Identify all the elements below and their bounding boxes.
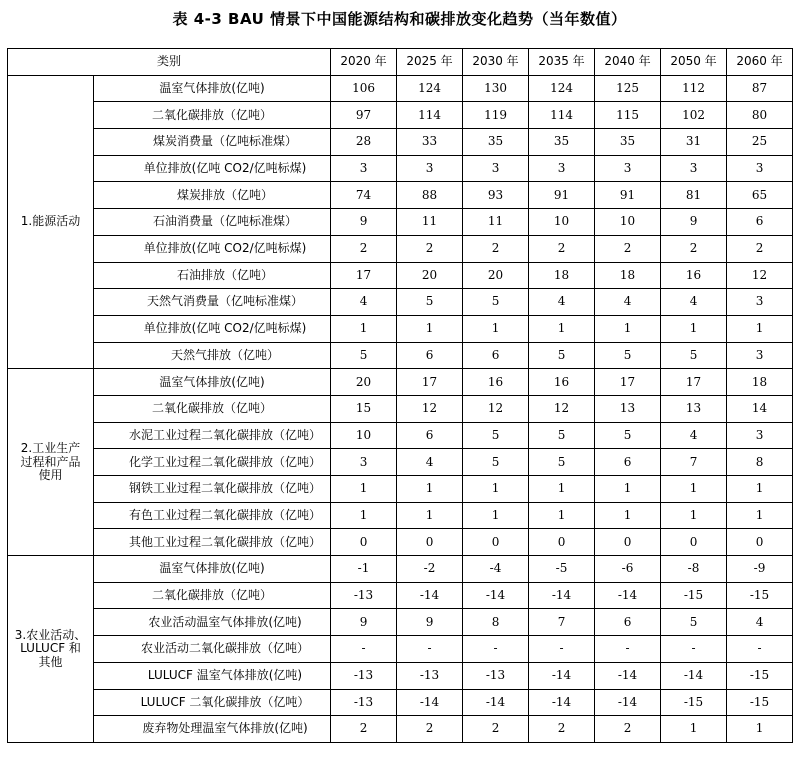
value-cell: 17 [661, 369, 727, 396]
value-cell: 65 [727, 182, 793, 209]
value-cell: 5 [463, 422, 529, 449]
value-cell: 5 [463, 289, 529, 316]
value-cell: 6 [595, 449, 661, 476]
row-label: 水泥工业过程二氧化碳排放（亿吨） [94, 422, 331, 449]
value-cell: 2 [331, 235, 397, 262]
value-cell: -15 [727, 662, 793, 689]
table-row [8, 662, 793, 689]
value-cell: 16 [529, 369, 595, 396]
value-cell: 12 [529, 395, 595, 422]
value-cell: 2 [727, 235, 793, 262]
table-row [8, 476, 793, 503]
value-cell: 106 [331, 75, 397, 102]
value-cell: 0 [595, 529, 661, 556]
row-label: 煤炭消费量（亿吨标准煤） [94, 129, 331, 156]
value-cell: 1 [661, 502, 727, 529]
value-cell: 1 [397, 315, 463, 342]
value-cell: - [661, 636, 727, 663]
table-row [8, 315, 793, 342]
table-row [8, 155, 793, 182]
value-cell: 5 [661, 342, 727, 369]
header-year: 2040 年 [595, 49, 661, 76]
value-cell: 4 [727, 609, 793, 636]
value-cell: 1 [529, 315, 595, 342]
value-cell: 1 [727, 476, 793, 503]
value-cell: -15 [661, 689, 727, 716]
value-cell: 2 [529, 716, 595, 743]
table-row [8, 262, 793, 289]
row-label: 二氧化碳排放（亿吨） [94, 102, 331, 129]
row-label: 废弃物处理温室气体排放(亿吨) [94, 716, 331, 743]
value-cell: 25 [727, 129, 793, 156]
value-cell: 81 [661, 182, 727, 209]
table-row [8, 395, 793, 422]
value-cell: 12 [727, 262, 793, 289]
value-cell: 2 [595, 716, 661, 743]
value-cell: 3 [727, 155, 793, 182]
value-cell: 16 [463, 369, 529, 396]
value-cell: 112 [661, 75, 727, 102]
value-cell: 97 [331, 102, 397, 129]
value-cell: - [529, 636, 595, 663]
value-cell: 17 [595, 369, 661, 396]
value-cell: 80 [727, 102, 793, 129]
value-cell: -14 [463, 689, 529, 716]
value-cell: 4 [661, 289, 727, 316]
value-cell: 1 [397, 476, 463, 503]
table-title: 表 4-3 BAU 情景下中国能源结构和碳排放变化趋势（当年数值） [172, 10, 627, 28]
group-label [8, 369, 94, 556]
row-label: 二氧化碳排放（亿吨） [94, 395, 331, 422]
value-cell: 0 [331, 529, 397, 556]
value-cell: 10 [529, 209, 595, 236]
value-cell: 1 [331, 315, 397, 342]
header-row [8, 49, 793, 76]
value-cell: 115 [595, 102, 661, 129]
value-cell: 20 [463, 262, 529, 289]
value-cell: 16 [661, 262, 727, 289]
value-cell: 7 [529, 609, 595, 636]
row-label: 农业活动二氧化碳排放（亿吨） [94, 636, 331, 663]
row-label: 石油消费量（亿吨标准煤） [94, 209, 331, 236]
row-label: 其他工业过程二氧化碳排放（亿吨） [94, 529, 331, 556]
value-cell: 13 [661, 395, 727, 422]
value-cell: 5 [331, 342, 397, 369]
value-cell: 6 [727, 209, 793, 236]
row-label: 温室气体排放(亿吨) [94, 369, 331, 396]
table-row [8, 609, 793, 636]
value-cell: 9 [661, 209, 727, 236]
value-cell: 3 [727, 289, 793, 316]
table-row [8, 716, 793, 743]
value-cell: 124 [529, 75, 595, 102]
value-cell: -14 [397, 689, 463, 716]
value-cell: 130 [463, 75, 529, 102]
table-row [8, 209, 793, 236]
value-cell: 8 [727, 449, 793, 476]
value-cell: 13 [595, 395, 661, 422]
table-row [8, 556, 793, 583]
value-cell: 1 [463, 502, 529, 529]
value-cell: -14 [595, 582, 661, 609]
value-cell: -8 [661, 556, 727, 583]
value-cell: 1 [331, 502, 397, 529]
value-cell: 91 [529, 182, 595, 209]
value-cell: 1 [727, 502, 793, 529]
value-cell: -9 [727, 556, 793, 583]
value-cell: 6 [397, 422, 463, 449]
value-cell: 1 [463, 476, 529, 503]
table-row [8, 636, 793, 663]
value-cell: 35 [463, 129, 529, 156]
row-label: 煤炭排放（亿吨） [94, 182, 331, 209]
value-cell: 3 [331, 449, 397, 476]
row-label: 天然气消费量（亿吨标准煤） [94, 289, 331, 316]
table-row [8, 129, 793, 156]
value-cell: - [397, 636, 463, 663]
value-cell: 0 [661, 529, 727, 556]
value-cell: 1 [595, 476, 661, 503]
row-label: LULUCF 温室气体排放(亿吨) [94, 662, 331, 689]
value-cell: - [463, 636, 529, 663]
group-label-line: 2.工业生产 [20, 441, 81, 456]
table-row [8, 422, 793, 449]
value-cell: 11 [463, 209, 529, 236]
row-label: 农业活动温室气体排放(亿吨) [94, 609, 331, 636]
row-label: 石油排放（亿吨） [94, 262, 331, 289]
value-cell: 20 [397, 262, 463, 289]
value-cell: 114 [397, 102, 463, 129]
table-row [8, 289, 793, 316]
value-cell: -13 [463, 662, 529, 689]
value-cell: -15 [661, 582, 727, 609]
value-cell: 5 [529, 449, 595, 476]
value-cell: 18 [595, 262, 661, 289]
header-year: 2025 年 [397, 49, 463, 76]
value-cell: 0 [463, 529, 529, 556]
table-row [8, 582, 793, 609]
header-year: 2050 年 [661, 49, 727, 76]
value-cell: -1 [331, 556, 397, 583]
value-cell: 3 [727, 422, 793, 449]
group-label-line: 使用 [38, 467, 63, 482]
row-label: 钢铁工业过程二氧化碳排放（亿吨） [94, 476, 331, 503]
value-cell: 1 [529, 476, 595, 503]
value-cell: 119 [463, 102, 529, 129]
value-cell: 2 [397, 235, 463, 262]
value-cell: 0 [727, 529, 793, 556]
value-cell: 3 [595, 155, 661, 182]
value-cell: 1 [397, 502, 463, 529]
value-cell: 74 [331, 182, 397, 209]
value-cell: -14 [529, 582, 595, 609]
table-row [8, 75, 793, 102]
header-year: 2060 年 [727, 49, 793, 76]
value-cell: 4 [397, 449, 463, 476]
value-cell: -13 [331, 689, 397, 716]
value-cell: 1 [595, 502, 661, 529]
table-row [8, 529, 793, 556]
table-row [8, 449, 793, 476]
value-cell: 2 [463, 235, 529, 262]
group-label-line: LULUCF 和 [20, 641, 81, 656]
header-category: 类别 [8, 49, 331, 76]
value-cell: 33 [397, 129, 463, 156]
emissions-table [7, 48, 793, 743]
table-row [8, 102, 793, 129]
value-cell: 1 [331, 476, 397, 503]
value-cell: 125 [595, 75, 661, 102]
value-cell: 4 [595, 289, 661, 316]
value-cell: 1 [661, 716, 727, 743]
value-cell: 11 [397, 209, 463, 236]
value-cell: 6 [397, 342, 463, 369]
value-cell: 15 [331, 395, 397, 422]
value-cell: -13 [331, 662, 397, 689]
value-cell: 7 [661, 449, 727, 476]
value-cell: 35 [529, 129, 595, 156]
value-cell: -15 [727, 582, 793, 609]
group-label-line: 3.农业活动、 [14, 628, 87, 643]
value-cell: -14 [595, 689, 661, 716]
value-cell: 12 [463, 395, 529, 422]
header-year: 2020 年 [331, 49, 397, 76]
value-cell: 9 [397, 609, 463, 636]
value-cell: -13 [397, 662, 463, 689]
value-cell: 114 [529, 102, 595, 129]
row-label: 温室气体排放(亿吨) [94, 75, 331, 102]
value-cell: -15 [727, 689, 793, 716]
value-cell: 31 [661, 129, 727, 156]
value-cell: 9 [331, 209, 397, 236]
table-row [8, 689, 793, 716]
value-cell: 6 [463, 342, 529, 369]
row-label: 温室气体排放(亿吨) [94, 556, 331, 583]
value-cell: 2 [463, 716, 529, 743]
value-cell: 5 [463, 449, 529, 476]
value-cell: 1 [463, 315, 529, 342]
value-cell: -2 [397, 556, 463, 583]
row-label: LULUCF 二氧化碳排放（亿吨） [94, 689, 331, 716]
value-cell: 10 [595, 209, 661, 236]
value-cell: 3 [727, 342, 793, 369]
value-cell: 3 [331, 155, 397, 182]
value-cell: 17 [331, 262, 397, 289]
value-cell: 1 [661, 315, 727, 342]
value-cell: 93 [463, 182, 529, 209]
value-cell: 12 [397, 395, 463, 422]
value-cell: -14 [463, 582, 529, 609]
value-cell: -5 [529, 556, 595, 583]
value-cell: 3 [397, 155, 463, 182]
value-cell: - [331, 636, 397, 663]
value-cell: 17 [397, 369, 463, 396]
value-cell: 5 [397, 289, 463, 316]
value-cell: 20 [331, 369, 397, 396]
value-cell: - [595, 636, 661, 663]
table-row [8, 182, 793, 209]
row-label: 天然气排放（亿吨） [94, 342, 331, 369]
value-cell: -14 [529, 689, 595, 716]
value-cell: -14 [595, 662, 661, 689]
value-cell: -14 [661, 662, 727, 689]
value-cell: 3 [661, 155, 727, 182]
value-cell: 91 [595, 182, 661, 209]
value-cell: -14 [397, 582, 463, 609]
value-cell: 4 [661, 422, 727, 449]
group-label-line: 其他 [38, 654, 63, 669]
group-label [8, 556, 94, 743]
value-cell: -6 [595, 556, 661, 583]
row-label: 二氧化碳排放（亿吨） [94, 582, 331, 609]
value-cell: 8 [463, 609, 529, 636]
value-cell: 3 [463, 155, 529, 182]
header-year: 2035 年 [529, 49, 595, 76]
value-cell: 18 [727, 369, 793, 396]
value-cell: 2 [529, 235, 595, 262]
value-cell: 2 [595, 235, 661, 262]
value-cell: 1 [727, 315, 793, 342]
group-label-line: 过程和产品 [20, 454, 81, 469]
value-cell: 1 [661, 476, 727, 503]
value-cell: 1 [595, 315, 661, 342]
value-cell: -13 [331, 582, 397, 609]
value-cell: 1 [727, 716, 793, 743]
row-label: 有色工业过程二氧化碳排放（亿吨） [94, 502, 331, 529]
value-cell: 9 [331, 609, 397, 636]
value-cell: 4 [529, 289, 595, 316]
table-row [8, 235, 793, 262]
value-cell: 18 [529, 262, 595, 289]
value-cell: -14 [529, 662, 595, 689]
value-cell: 2 [331, 716, 397, 743]
value-cell: 5 [595, 422, 661, 449]
value-cell: 5 [529, 342, 595, 369]
value-cell: -4 [463, 556, 529, 583]
table-row [8, 369, 793, 396]
table-row [8, 502, 793, 529]
value-cell: 5 [595, 342, 661, 369]
row-label: 单位排放(亿吨 CO2/亿吨标煤) [94, 315, 331, 342]
value-cell: 28 [331, 129, 397, 156]
header-year: 2030 年 [463, 49, 529, 76]
group-label: 1.能源活动 [8, 75, 94, 369]
row-label: 单位排放(亿吨 CO2/亿吨标煤) [94, 155, 331, 182]
value-cell: 5 [661, 609, 727, 636]
value-cell: 88 [397, 182, 463, 209]
value-cell: - [727, 636, 793, 663]
value-cell: 0 [397, 529, 463, 556]
value-cell: 10 [331, 422, 397, 449]
value-cell: 87 [727, 75, 793, 102]
value-cell: 2 [397, 716, 463, 743]
row-label: 化学工业过程二氧化碳排放（亿吨） [94, 449, 331, 476]
value-cell: 6 [595, 609, 661, 636]
value-cell: 0 [529, 529, 595, 556]
value-cell: 102 [661, 102, 727, 129]
value-cell: 35 [595, 129, 661, 156]
table-row [8, 342, 793, 369]
value-cell: 1 [529, 502, 595, 529]
row-label: 单位排放(亿吨 CO2/亿吨标煤) [94, 235, 331, 262]
value-cell: 3 [529, 155, 595, 182]
value-cell: 4 [331, 289, 397, 316]
value-cell: 124 [397, 75, 463, 102]
value-cell: 5 [529, 422, 595, 449]
value-cell: 14 [727, 395, 793, 422]
value-cell: 2 [661, 235, 727, 262]
